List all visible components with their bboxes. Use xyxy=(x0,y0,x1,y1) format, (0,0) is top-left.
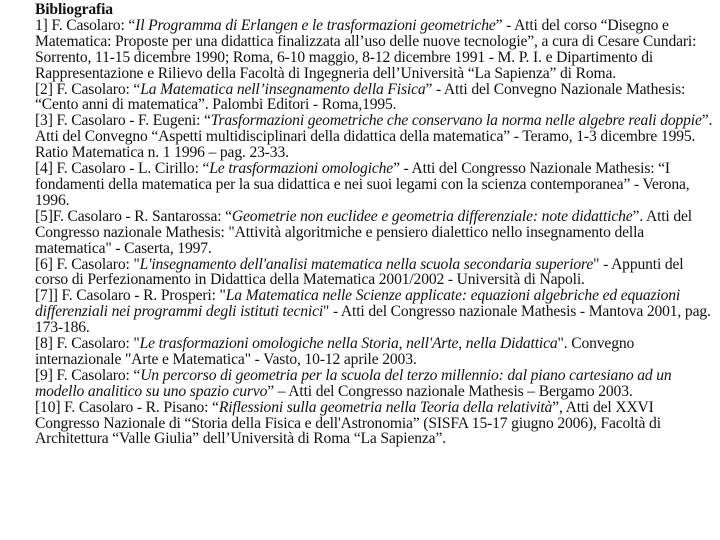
reference-title: L'insegnamento dell'analisi matematica nella scuola secondaria superiore xyxy=(139,255,594,273)
reference-number: [10] xyxy=(35,398,61,416)
reference-title: Trasformazioni geometriche che conservano la norma nelle algebre reali doppie xyxy=(210,112,702,130)
bibliography-heading: Bibliografia xyxy=(35,1,113,18)
reference-title: Le trasformazioni omologiche nella Storia, nell'Arte, nella Didattica xyxy=(139,335,558,353)
reference-source: ”. Atti del Convegno “Aspetti multidisciplinari della didattica della matematica” - Teramo, 1-3 dicembre 1995. Ratio Matematica n. 1 1996 – pag. 23-33. xyxy=(35,112,713,162)
reference-7 xyxy=(35,288,715,336)
reference-source: ". Convegno internazionale "Arte e Matematica" - Vasto, 10-12 aprile 2003. xyxy=(35,335,635,368)
reference-source: " - Appunti del corso di Perfezionamento in Didattica della Matematica 2001/2002 - Università di Napoli. xyxy=(35,255,684,289)
reference-authors: F. Casolaro: " xyxy=(52,335,140,353)
reference-8 xyxy=(35,336,715,368)
reference-source: ” - Atti del corso “Disegno e Matematica: Proposte per una didattica finalizzata all’uso delle nuove tecnologie”, a cura di Cesare Cundari: Sorrento, 11-15 dicembre 1990; Roma, 6-10 maggio, 8-12 dicembre 1991 - M. P. I. e Dipartimento di Rappresentazione e Rilievo della Facoltà di Ingegneria dell’Università “La Sapienza” di Roma. xyxy=(35,16,697,82)
reference-title: Riflessioni sulla geometria nella Teoria della relatività xyxy=(218,398,553,416)
reference-1 xyxy=(35,18,715,82)
reference-title: La Matematica nell’insegnamento della Fisica xyxy=(140,80,426,98)
reference-source: ” - Atti del Congresso Nazionale Mathesis: “I fondamenti della matematica per la sua didattica e nei suoi legami con la scienza contemporanea” - Verona, 1996. xyxy=(35,160,690,209)
reference-5 xyxy=(35,209,715,257)
reference-number: [6] xyxy=(35,255,53,273)
reference-source: ” - Atti del Convegno Nazionale Mathesis: “Cento anni di matematica”. Palombi Editori - Roma,1995. xyxy=(35,80,686,114)
reference-number: [9] xyxy=(35,366,53,384)
bibliography-page xyxy=(35,2,715,447)
reference-title: Le trasformazioni omologiche xyxy=(209,160,394,178)
reference-title: Geometrie non euclidee e geometria differenziale: note didattiche xyxy=(231,207,633,225)
reference-title: Un percorso di geometria per la scuola del terzo millennio: dal piano cartesiano ad un modello analitico su uno spazio curvo xyxy=(35,366,672,400)
reference-source: " - Atti del Congresso nazionale Mathesis - Mantova 2001, pag. 173-186. xyxy=(35,303,711,337)
reference-authors: F. Casolaro - L. Cirillo: “ xyxy=(52,160,210,178)
reference-source: ”, Atti del XXVI Congresso Nazionale di “Storia della Fisica e dell'Astronomia” (SISFA 15-17 giugno 2006), Facoltà di Architettura “Valle Giulia” dell’Università di Roma “La Sapienza”. xyxy=(35,398,661,448)
reference-number: 1] xyxy=(35,16,48,34)
reference-2 xyxy=(35,82,715,114)
reference-source: ”. Atti del Congresso nazionale Mathesis: "Attività algoritmiche e pensiero dialettico nello insegnamento della matematica" - Caserta, 1997. xyxy=(35,207,692,257)
reference-authors: F. Casolaro - R. Pisano: “ xyxy=(60,398,219,416)
reference-authors: F. Casolaro: “ xyxy=(52,366,141,384)
reference-source: ” – Atti del Congresso nazionale Mathesis – Bergamo 2003. xyxy=(267,382,633,400)
reference-number: [7]] xyxy=(35,287,58,305)
reference-number: [5] xyxy=(35,207,53,225)
reference-title: Il Programma di Erlangen e le trasformazioni geometriche xyxy=(135,16,496,34)
reference-authors: F. Casolaro: “ xyxy=(52,80,141,98)
reference-number: [3] xyxy=(35,112,53,130)
reference-authors: F. Casolaro - F. Eugeni: “ xyxy=(52,112,211,130)
reference-number: [8] xyxy=(35,335,53,353)
reference-10 xyxy=(35,400,715,448)
reference-3 xyxy=(35,113,715,161)
reference-authors: F. Casolaro: “ xyxy=(47,16,136,34)
reference-authors: F. Casolaro: " xyxy=(52,255,140,273)
reference-number: [2] xyxy=(35,80,53,98)
reference-authors: F. Casolaro - R. Santarossa: “ xyxy=(52,207,232,225)
reference-title: La Matematica nelle Scienze applicate: equazioni algebriche ed equazioni differenziali nei programmi degli istituti tecnici xyxy=(35,287,681,321)
reference-number: [4] xyxy=(35,160,53,178)
reference-authors: F. Casolaro - R. Prosperi: " xyxy=(57,287,226,305)
reference-9 xyxy=(35,368,715,400)
reference-4 xyxy=(35,161,715,209)
reference-6 xyxy=(35,257,715,289)
